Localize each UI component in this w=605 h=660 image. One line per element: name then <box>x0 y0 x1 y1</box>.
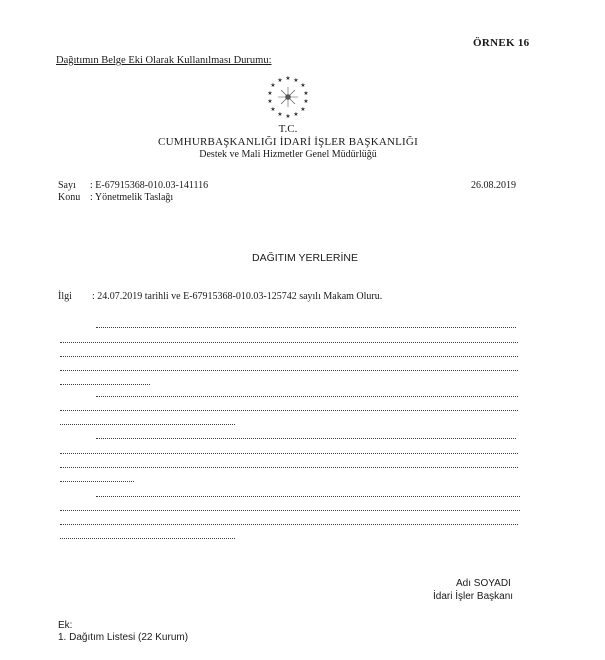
placeholder-line <box>60 467 518 468</box>
svg-text:★: ★ <box>285 113 291 120</box>
placeholder-line <box>60 342 518 343</box>
svg-text:★: ★ <box>277 111 283 118</box>
placeholder-line <box>60 370 518 371</box>
attachment-item: 1. Dağıtım Listesi (22 Kurum) <box>58 632 189 643</box>
usage-note: Dağıtımın Belge Eki Olarak Kullanılması Durumu: <box>56 55 272 66</box>
placeholder-line <box>96 496 520 497</box>
placeholder-line <box>60 510 520 511</box>
ilgi-value: : 24.07.2019 tarihli ve E-67915368-010.03-125742 sayılı Makam Oluru. <box>92 291 383 302</box>
placeholder-line <box>60 356 518 357</box>
svg-text:★: ★ <box>285 75 291 82</box>
placeholder-line <box>60 384 150 385</box>
placeholder-line <box>60 524 518 525</box>
placeholder-line <box>60 453 518 454</box>
svg-text:★: ★ <box>293 111 299 118</box>
tc-label: T.C. <box>278 123 298 135</box>
placeholder-line <box>60 410 518 411</box>
svg-text:★: ★ <box>267 90 273 97</box>
svg-text:★: ★ <box>267 98 273 105</box>
document-date: 26.08.2019 <box>471 180 516 191</box>
sayi-label: Sayı <box>58 180 76 191</box>
svg-text:★: ★ <box>270 106 276 113</box>
ilgi-label: İlgi <box>58 291 72 302</box>
svg-text:★: ★ <box>303 98 309 105</box>
placeholder-line <box>96 396 518 397</box>
svg-text:★: ★ <box>300 106 306 113</box>
placeholder-line <box>60 538 235 539</box>
konu-label: Konu <box>58 192 81 203</box>
signatory-title: İdari İşler Başkanı <box>433 591 514 602</box>
svg-text:★: ★ <box>303 90 309 97</box>
konu-value: : Yönetmelik Taslağı <box>90 192 174 203</box>
example-number: ÖRNEK 16 <box>473 37 530 49</box>
signatory-name: Adı SOYADI <box>456 578 511 589</box>
svg-text:★: ★ <box>270 82 276 89</box>
svg-text:★: ★ <box>277 77 283 84</box>
unit-name: Destek ve Mali Hizmetler Genel Müdürlüğü <box>199 149 377 160</box>
presidential-seal-icon <box>264 73 312 121</box>
sayi-value: : E-67915368-010.03-141116 <box>90 180 209 191</box>
distribution-heading: DAĞITIM YERLERİNE <box>252 252 358 264</box>
svg-text:★: ★ <box>300 82 306 89</box>
placeholder-line <box>60 481 134 482</box>
attachments-label: Ek: <box>58 620 73 631</box>
svg-text:★: ★ <box>293 77 299 84</box>
organization-name: CUMHURBAŞKANLIĞI İDARİ İŞLER BAŞKANLIĞI <box>158 136 418 148</box>
placeholder-line <box>96 327 516 328</box>
placeholder-line <box>96 438 516 439</box>
placeholder-line <box>60 424 235 425</box>
